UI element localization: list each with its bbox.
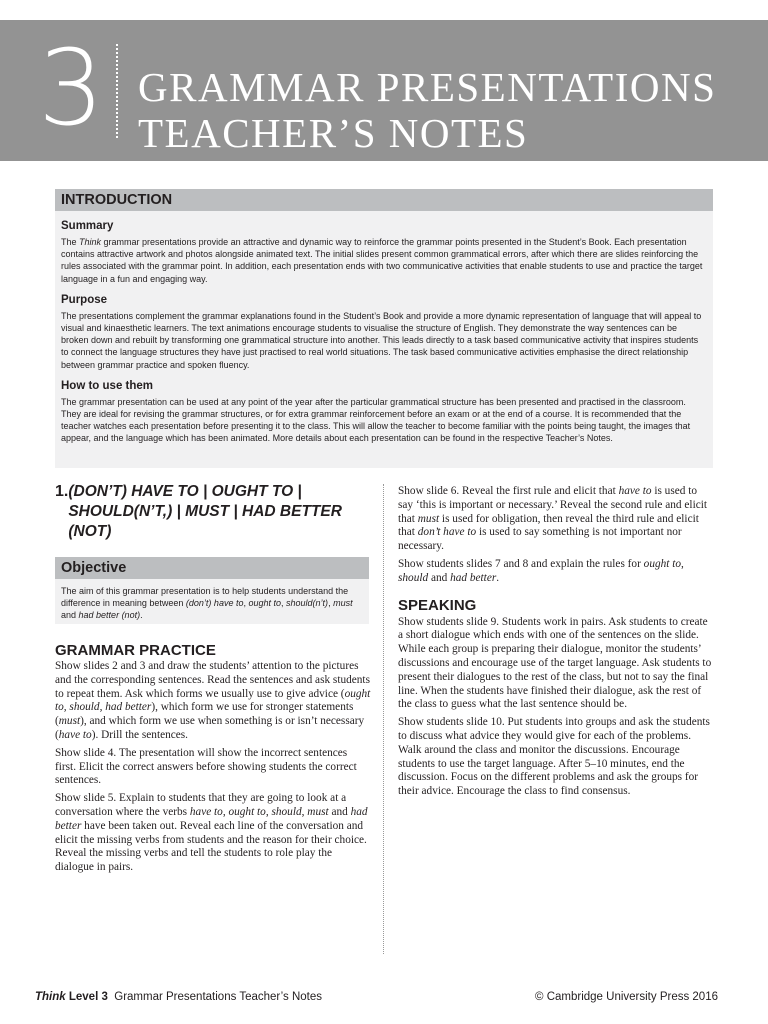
- objective-box: [55, 557, 369, 624]
- chapter-header: [0, 20, 768, 161]
- chapter-title-line1: GRAMMAR PRESENTATIONS: [138, 64, 717, 110]
- introduction-body: [55, 211, 713, 445]
- left-column: [55, 482, 371, 879]
- grammar-practice-heading: GRAMMAR PRACTICE: [55, 642, 216, 659]
- rules-paragraph-2: Show students slides 7 and 8 and explain the rules for ought to, should and had better.: [398, 557, 684, 584]
- right-column: [398, 485, 713, 803]
- objective-heading: Objective: [55, 557, 369, 579]
- section-number: 1.: [55, 483, 69, 500]
- objective-text: The aim of this grammar presentation is to help students understand the difference in meaning between (don’t) have to, ought to, should(n’t), must and had better (not).: [61, 586, 353, 620]
- footer-level: Level 3: [65, 991, 108, 1003]
- grammar-practice-paragraph-1: Show slides 2 and 3 and draw the students’ attention to the pictures and the corresponding sentences. Read the sentences and ask students to repeat them. Ask which forms we usually use to give advice (ought to, should, had better), which form we use for stronger statements (must), and which form we use when something is or isn’t necessary (have to). Drill the sentences.: [55, 660, 371, 741]
- header-divider: [116, 44, 118, 138]
- summary-text: The Think grammar presentations provide an attractive and dynamic way to reinforce the grammar points presented in the Student’s Book. Each presentation contains attractive artwork and photos alongside animated text. The initial slides present common grammatical errors, after which there are slides reinforcing the rules associated with the grammar point. In addition, each presentation ends with two communicative activities that enable students to use and practice the target language in a fun and engaging way.: [61, 237, 703, 284]
- footer-brand: Think: [35, 991, 66, 1003]
- chapter-number: 3: [38, 27, 105, 149]
- footer-copyright: © Cambridge University Press 2016: [535, 991, 718, 1003]
- speaking-paragraph-1: Show students slide 9. Students work in pairs. Ask students to create a short dialogue which ends with one of the sentences on the slide. While each group is preparing their dialogue, monitor the students’ discussions and encourage use of the target language. Ask students to present their dialogues to the rest of the class, but not to say the final line. When the students have finished their dialogue, ask the rest of the class to guess what the last sentence should be.: [398, 615, 712, 711]
- footer-title: [35, 990, 322, 1004]
- introduction-box: [55, 189, 713, 468]
- purpose-heading: Purpose: [61, 293, 108, 306]
- grammar-practice-paragraph-2: Show slide 4. The presentation will show the incorrect sentences first. Elicit the correct answers before showing students the correct sentences.: [55, 746, 357, 787]
- section-title-text: (DON’T) HAVE TO | OUGHT TO | SHOULD(N’T,) | MUST | HAD BETTER (NOT): [68, 483, 342, 540]
- purpose-text: The presentations complement the grammar explanations found in the Student’s Book and provide a more dynamic representation of language that will appeal to visual and kinaesthetic learners. The text animations encourage students to visualise the structure of English. They demonstrate the way sentences can be broken down and rebuilt by transforming one grammatical structure into another. This leads directly to a task based communicative activity that inspires students to connect the language structures they have just practised to real world situations. The task based communicative activities emphasise the direct relationship between grammar practice and spoken fluency.: [61, 310, 702, 370]
- grammar-practice-paragraph-3: Show slide 5. Explain to students that they are going to look at a conversation where the verbs have to, ought to, should, must and had better have been taken out. Reveal each line of the conversation and elicit the missing verbs from students and the reason for their choice. Reveal the missing verbs and tell the students to role play the dialogue in pairs.: [55, 792, 368, 874]
- footer-doc-title: Grammar Presentations Teacher’s Notes: [114, 991, 322, 1003]
- rules-paragraph-1: Show slide 6. Reveal the first rule and elicit that have to is used to say ‘this is important or necessary.’ Reveal the second rule and elicit that must is used for obligation, then reveal the third rule and elicit that don’t have to is used to say something is not important nor necessary.: [398, 485, 707, 553]
- speaking-heading: SPEAKING: [398, 596, 477, 614]
- section-title: [55, 482, 371, 542]
- how-to-use-text: The grammar presentation can be used at any point of the year after the particular grammatical structure has been presented and practised in the classroom. They are ideal for revising the grammar structures, or for extra grammar reinforcement before an exam or at the end of a course. It is recommended that the teacher watches each presentation before presenting it to the class. This will allow the teacher to become familiar with the points being taught, the images that appear, and the language which has been animated. More details about each presentation can be found in the respective Teacher’s Notes.: [61, 396, 691, 444]
- how-to-use-heading: How to use them: [61, 379, 154, 392]
- introduction-heading: INTRODUCTION: [55, 189, 713, 211]
- chapter-title-line2: TEACHER’S NOTES: [138, 110, 529, 156]
- summary-heading: Summary: [61, 220, 114, 232]
- column-divider: [383, 484, 384, 954]
- speaking-paragraph-2: Show students slide 10. Put students into groups and ask the students to discuss what advice they would give for each of the problems. Walk around the class and monitor the discussions. Encourage students to use the target language. After 5–10 minutes, end the discussion. Focus on the different problems and ask the groups for their advice. Encourage the class to find consensus.: [398, 716, 710, 798]
